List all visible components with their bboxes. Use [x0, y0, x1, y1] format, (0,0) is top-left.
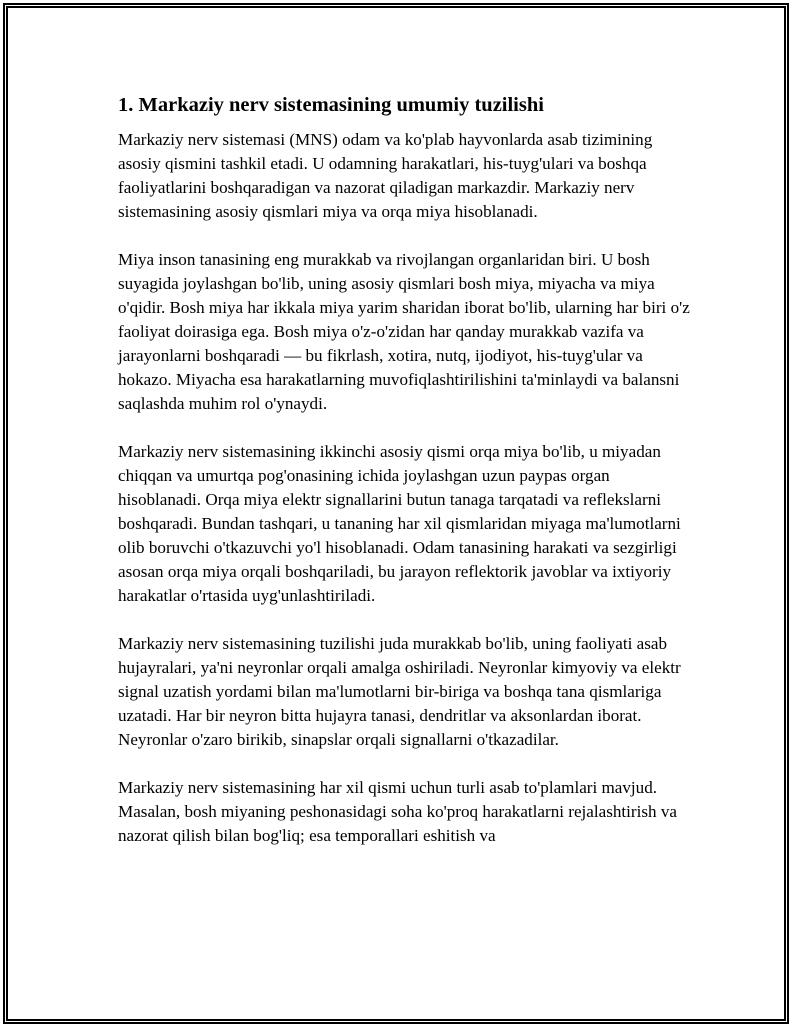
paragraph-brain: Miya inson tanasining eng murakkab va rivojlangan organlaridan biri. U bosh suyagida joylashgan bo'lib, uning asosiy qismlari bosh miya, miyacha va miya o'qidir. Bosh miya har ikkala miya yarim sharidan iborat bo'lib, ularning har biri o'z faoliyat doirasiga ega. Bosh miya o'z-o'zidan har qanday murakkab vazifa va jarayonlarni boshqaradi — bu fikrlash, xotira, nutq, ijodiyot, his-tuyg'ular va hokazo. Miyacha esa harakatlarning muvofiqlashtirilishini ta'minlaydi va balansni saqlashda muhim rol o'ynaydi. [118, 250, 690, 413]
paragraph-nerve-bundles: Markaziy nerv sistemasining har xil qismi uchun turli asab to'plamlari mavjud. Masalan, bosh miyaning peshonasidagi soha ko'proq harakatlarni rejalashtirish va nazorat qilish bilan bog'liq; esa temporallari eshitish va [118, 778, 677, 845]
document-body [118, 92, 693, 872]
paragraph-neurons: Markaziy nerv sistemasining tuzilishi juda murakkab bo'lib, uning faoliyati asab hujayralari, ya'ni neyronlar orqali amalga oshiriladi. Neyronlar kimyoviy va elektr signal uzatish yordami bilan ma'lumotlarni bir-biriga va boshqa tana qismlariga uzatadi. Har bir neyron bitta hujayra tanasi, dendritlar va aksonlardan iborat. Neyronlar o'zaro birikib, sinapslar orqali signallarni o'tkazadilar. [118, 634, 681, 749]
section-heading: 1. Markaziy nerv sistemasining umumiy tuzilishi [118, 94, 544, 116]
paragraph-intro: Markaziy nerv sistemasi (MNS) odam va ko'plab hayvonlarda asab tizimining asosiy qismini tashkil etadi. U odamning harakatlari, his-tuyg'ulari va boshqa faoliyatlarini boshqaradigan va nazorat qiladigan markazdir. Markaziy nerv sistemasining asosiy qismlari miya va orqa miya hisoblanadi. [118, 130, 653, 221]
paragraph-spinal-cord: Markaziy nerv sistemasining ikkinchi asosiy qismi orqa miya bo'lib, u miyadan chiqqan va umurtqa pog'onasining ichida joylashgan uzun paypas organ hisoblanadi. Orqa miya elektr signallarini butun tanaga tarqatadi va reflekslarni boshqaradi. Bundan tashqari, u tananing har xil qismlaridan miyaga ma'lumotlarni olib boruvchi o'tkazuvchi yo'l hisoblanadi. Odam tanasining harakati va sezgirligi asosan orqa miya orqali boshqariladi, bu jarayon reflektorik javoblar va ixtiyoriy harakatlar o'rtasida uyg'unlashtiriladi. [118, 442, 681, 605]
